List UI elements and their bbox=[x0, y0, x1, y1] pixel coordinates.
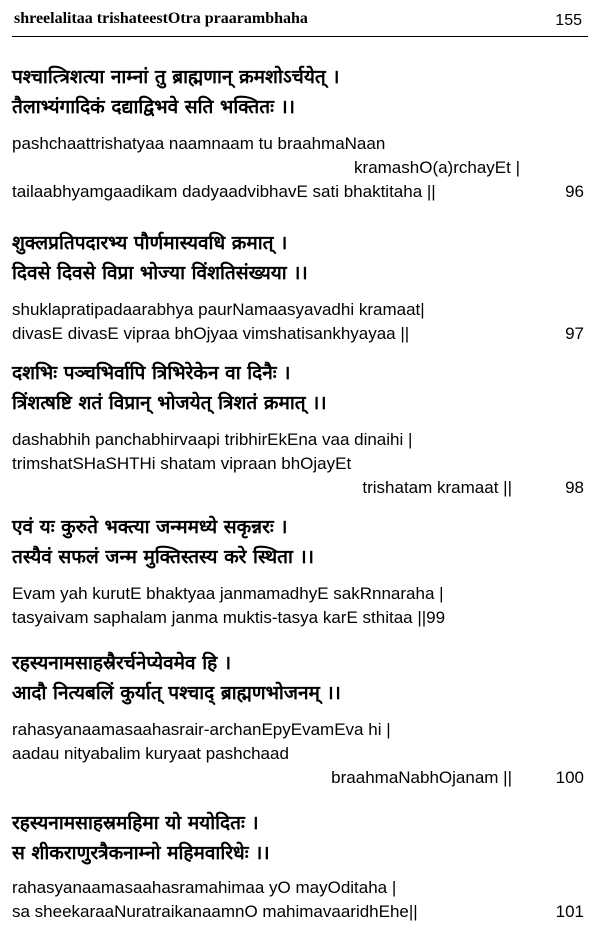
page-header bbox=[12, 6, 588, 37]
devanagari-line: तैलाभ्यंगादिकं दद्याद्विभवे सति भक्तितः ।। bbox=[12, 96, 295, 118]
devanagari-line: दिवसे दिवसे विप्रा भोज्या विंशतिसंख्यया ।। bbox=[12, 262, 308, 284]
transliteration-line: trimshatSHaSHTHi shatam vipraan bhOjayEt bbox=[12, 454, 352, 473]
verse-number: 98 bbox=[565, 478, 584, 497]
verse-99 bbox=[12, 512, 588, 630]
verse-100 bbox=[12, 648, 588, 790]
verse-number: 96 bbox=[565, 182, 584, 201]
verse-number: 101 bbox=[555, 902, 584, 921]
transliteration-line: sa sheekaraaNuratraikanaamnO mahimavaaridhEhe|| 101 bbox=[12, 900, 588, 924]
transliteration-line: Evam yah kurutE bhaktyaa janmamadhyE sakRnnaraha | bbox=[12, 584, 444, 603]
devanagari-line: त्रिंशत्षष्टि शतं विप्रान् भोजयेत् त्रिशतं क्रमात् ।। bbox=[12, 392, 327, 414]
devanagari-line: दशभिः पञ्चभिर्वापि त्रिभिरेकेन वा दिनैः । bbox=[12, 362, 291, 384]
transliteration-line: shuklapratipadaarabhya paurNamaasyavadhi kramaat| bbox=[12, 300, 425, 319]
transliteration-line: aadau nityabalim kuryaat pashchaad bbox=[12, 744, 289, 763]
transliteration-line: tasyaivam saphalam janma muktis-tasya karE sthitaa ||99 bbox=[12, 608, 446, 627]
page-number: 155 bbox=[555, 12, 582, 29]
transliteration-line: kramashO(a)rchayEt | bbox=[354, 158, 520, 177]
transliteration-line: rahasyanaamasaahasrair-archanEpyEvamEva hi | bbox=[12, 720, 391, 739]
verse-98 bbox=[12, 358, 588, 500]
devanagari-line: आदौ नित्यबलिं कुर्यात् पश्चाद् ब्राह्मणभोजनम् ।। bbox=[12, 682, 341, 704]
transliteration-line: divasE divasE vipraa bhOjyaa vimshatisankhyayaa || 97 bbox=[12, 322, 588, 346]
transliteration-line: pashchaattrishatyaa naamnaam tu braahmaNaan bbox=[12, 134, 386, 153]
verse-101 bbox=[12, 808, 588, 924]
transliteration-line: trishatam kramaat || 98 bbox=[12, 476, 588, 500]
devanagari-line: रहस्यनामसाहस्रमहिमा यो मयोदितः । bbox=[12, 812, 259, 834]
verse-96 bbox=[12, 62, 588, 204]
devanagari-line: स शीकराणुरत्रैकनाम्नो महिमवारिधेः ।। bbox=[12, 842, 270, 864]
transliteration-line: rahasyanaamasaahasramahimaa yO mayOditaha | bbox=[12, 878, 397, 897]
devanagari-line: रहस्यनामसाहस्रैरर्चनेप्येवमेव हि । bbox=[12, 652, 232, 674]
verse-97 bbox=[12, 228, 588, 346]
running-title: shreelalitaa trishateestOtra praarambhaha bbox=[14, 10, 308, 27]
devanagari-line: शुक्लप्रतिपदारभ्य पौर्णमास्यवधि क्रमात् । bbox=[12, 232, 288, 254]
transliteration-line: dashabhih panchabhirvaapi tribhirEkEna vaa dinaihi | bbox=[12, 430, 413, 449]
transliteration-line: tailaabhyamgaadikam dadyaadvibhavE sati bhaktitaha || 96 bbox=[12, 180, 588, 204]
devanagari-line: पश्चात्त्रिशत्या नाम्नां तु ब्राह्मणान् क्रमशोऽर्चयेत् । bbox=[12, 66, 340, 88]
devanagari-line: तस्यैवं सफलं जन्म मुक्तिस्तस्य करे स्थिता ।। bbox=[12, 546, 314, 568]
verse-number: 97 bbox=[565, 324, 584, 343]
transliteration-line: braahmaNabhOjanam || 100 bbox=[12, 766, 588, 790]
verse-number: 100 bbox=[555, 768, 584, 787]
devanagari-line: एवं यः कुरुते भक्त्या जन्ममध्ये सकृन्नरः । bbox=[12, 516, 288, 538]
